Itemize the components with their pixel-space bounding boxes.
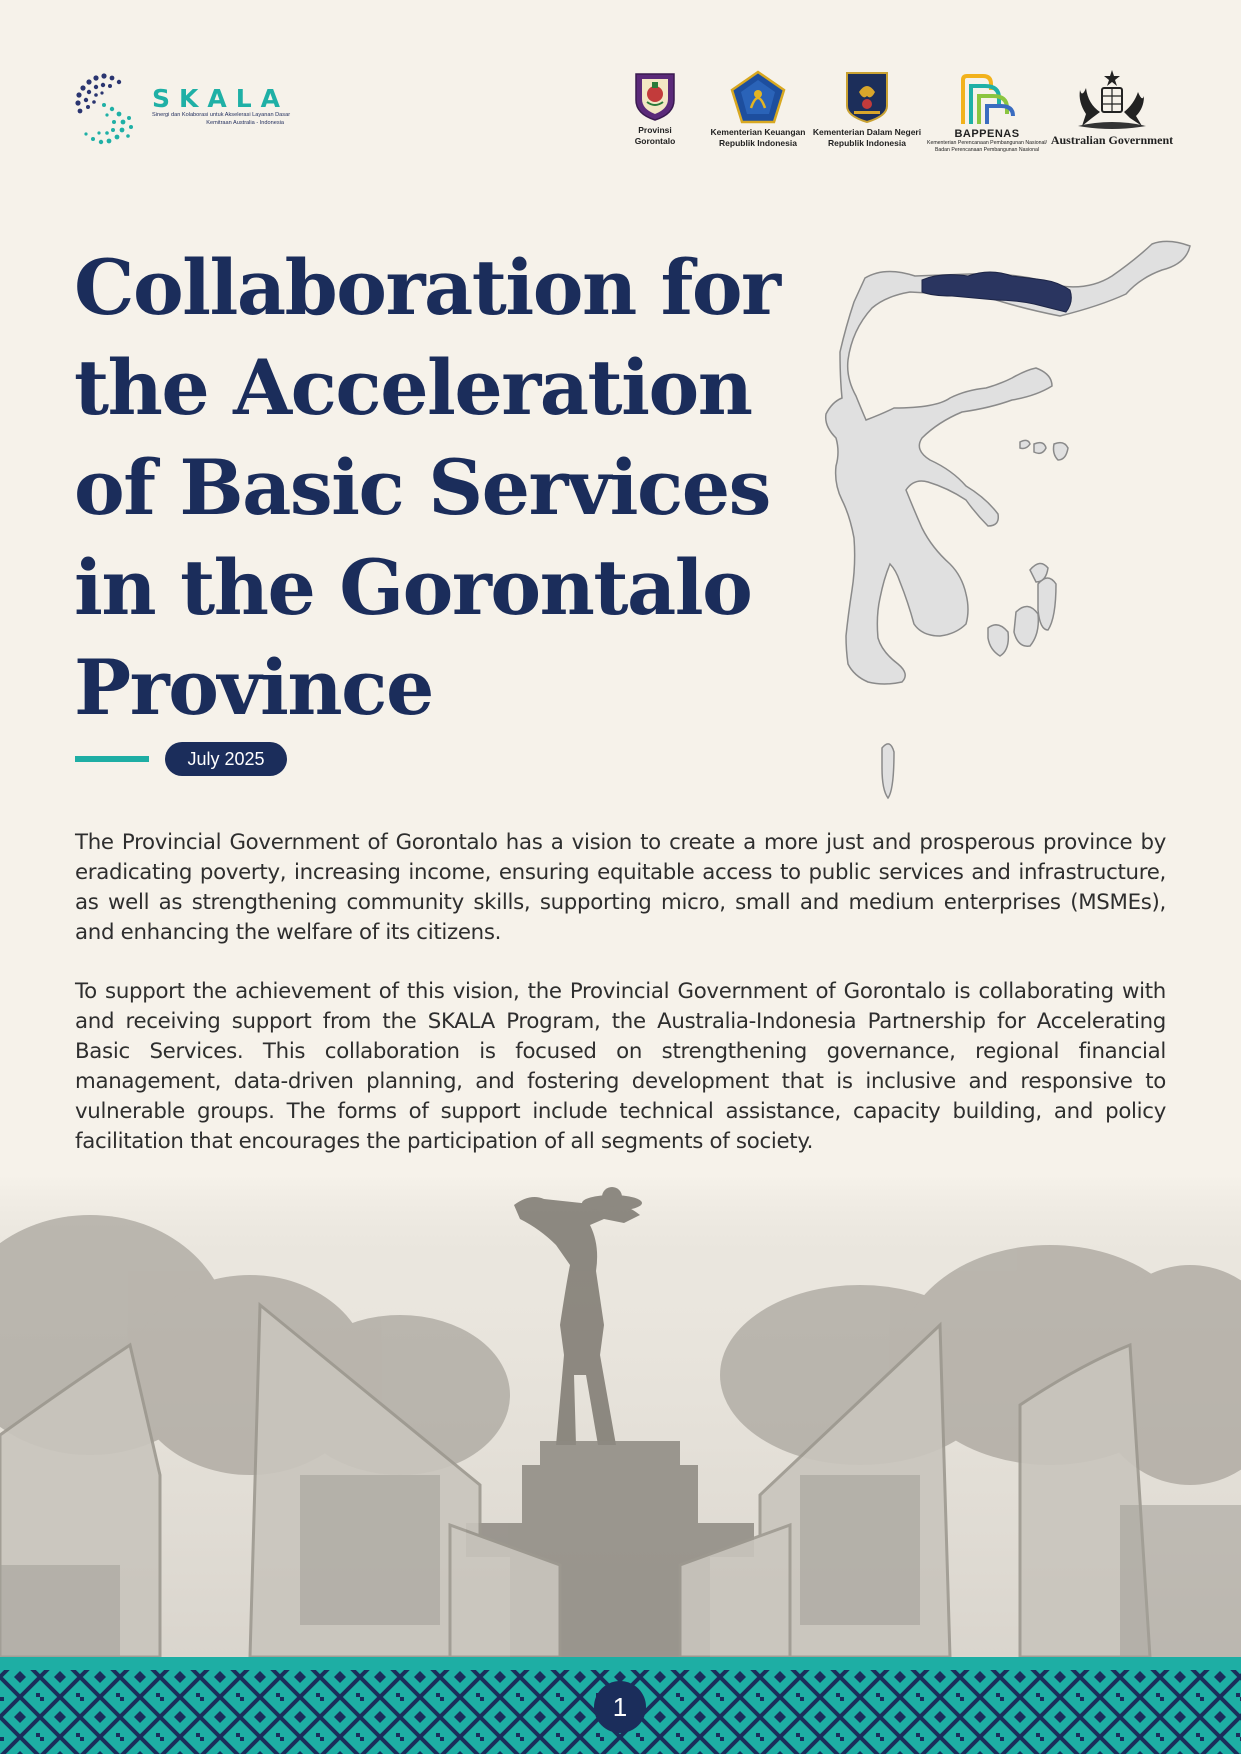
page-number: 1 (594, 1681, 646, 1733)
island (882, 744, 894, 798)
sulawesi-mainland (826, 241, 1190, 684)
gorontalo-crest-icon (630, 70, 680, 122)
intro-paragraph: The Provincial Government of Gorontalo has a vision to create a more just and prosperous province by eradicating poverty, increasing income, ensuring equitable access to public services and infrastructure, as well as strengthening community skills, supporting micro, small and medium enterprises (MSMEs), and enhancing the welfare of its citizens. (75, 830, 1166, 945)
title-line: of Basic Services (74, 443, 770, 532)
island (1038, 578, 1056, 630)
skala-logo (74, 72, 291, 148)
australian-coat-of-arms-icon (1072, 68, 1152, 132)
island (1014, 606, 1038, 646)
date-badge: July 2025 (165, 742, 287, 776)
island (988, 625, 1008, 656)
support-paragraph: To support the achievement of this vision, the Provincial Government of Gorontalo is collaborating with and receiving support from the SKALA Program, the Australia-Indonesia Partnership for Accelerating Basic Services. This collaboration is focused on strengthening governance, regional financial management, data-driven planning, and fostering development that is inclusive and responsive to vulnerable groups. The forms of support include technical assistance, capacity building, and policy facilitation that encourages the participation of all segments of society. (75, 979, 1166, 1154)
skala-dots-icon (74, 72, 144, 148)
island (1054, 443, 1069, 460)
skala-wordmark: SKALA (152, 84, 290, 113)
island (1034, 443, 1046, 454)
island (1020, 440, 1030, 448)
partner-provinsi-gorontalo: Provinsi Gorontalo (616, 70, 694, 147)
partner-australian-government: Australian Government (1050, 68, 1174, 146)
page-title (74, 238, 780, 738)
kemendagri-emblem-icon (844, 70, 890, 124)
partner-bappenas: BAPPENAS Kementerian Perencanaan Pembangunan Nasional/ Badan Perencanaan Pembangunan Nasional (926, 72, 1048, 154)
kemenkeu-emblem-icon (729, 70, 787, 124)
title-line: Province (74, 643, 433, 732)
partner-kemenkeu: Kementerian Keuangan Republik Indonesia (706, 70, 810, 149)
title-line: the Acceleration (74, 343, 752, 432)
accent-line (75, 756, 149, 762)
partner-kemendagri: Kementerian Dalam Negeri Republik Indonesia (810, 70, 924, 149)
bappenas-logo-icon (957, 72, 1017, 126)
sulawesi-map (790, 238, 1210, 803)
skala-tagline: Sinergi dan Kolaborasi untuk Akselerasi Layanan Dasar Kemitraan Australia - Indonesia (152, 112, 291, 126)
monument-photo (0, 1175, 1241, 1657)
title-line: Collaboration for (74, 243, 780, 332)
gorontalo-highlight (922, 272, 1071, 312)
title-line: in the Gorontalo (74, 543, 752, 632)
